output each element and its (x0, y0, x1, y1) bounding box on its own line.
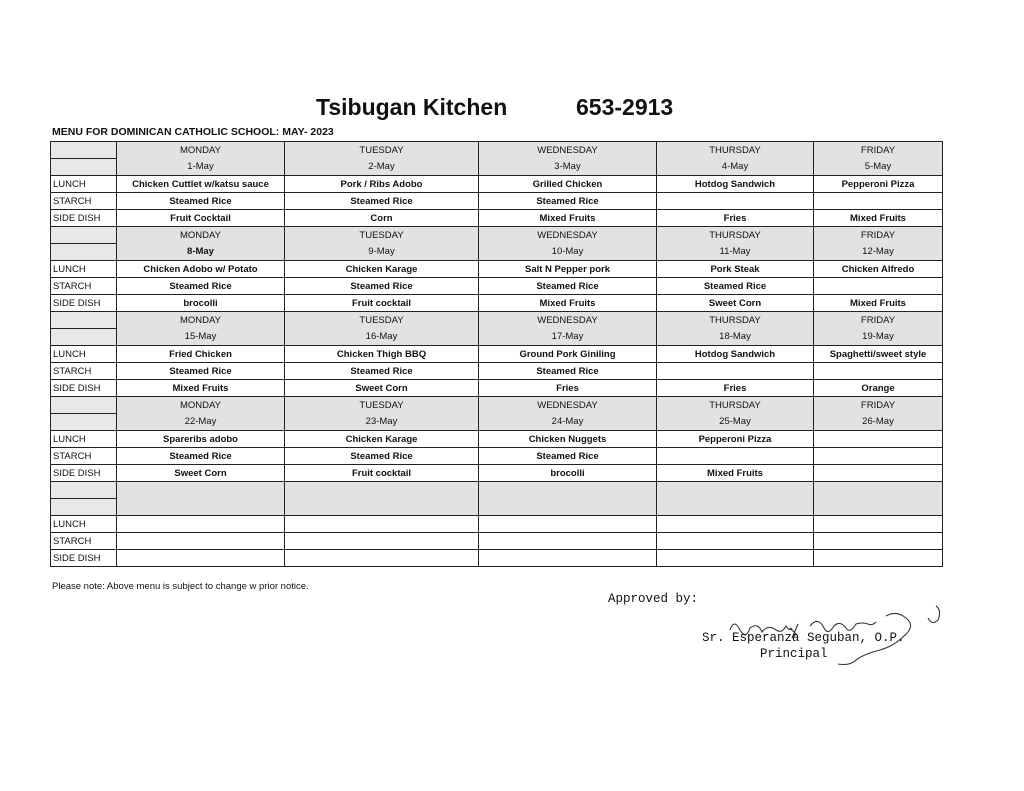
starch-cell (657, 193, 814, 210)
date-cell: 19-May (814, 329, 943, 346)
starch-cell: Steamed Rice (285, 363, 479, 380)
row-label-blank (51, 312, 117, 329)
row-label-starch: STARCH (51, 533, 117, 550)
date-cell: 25-May (657, 414, 814, 431)
meal-row-side (51, 465, 943, 482)
date-cell: 24-May (479, 414, 657, 431)
day-name-cell: WEDNESDAY (479, 312, 657, 329)
starch-cell: Steamed Rice (117, 278, 285, 295)
lunch-cell: Chicken Nuggets (479, 431, 657, 448)
lunch-cell: Pork / Ribs Adobo (285, 176, 479, 193)
day-name-cell: WEDNESDAY (479, 227, 657, 244)
row-label-side: SIDE DISH (51, 465, 117, 482)
meal-row-side (51, 550, 943, 567)
row-label-blank (51, 414, 117, 431)
approved-by-label: Approved by: (608, 592, 699, 606)
lunch-cell: Chicken Karage (285, 431, 479, 448)
row-label-starch: STARCH (51, 448, 117, 465)
row-label-blank (51, 397, 117, 414)
side-cell (814, 550, 943, 567)
day-name-cell: FRIDAY (814, 142, 943, 159)
date-cell: 16-May (285, 329, 479, 346)
row-label-side: SIDE DISH (51, 550, 117, 567)
date-cell: 8-May (117, 244, 285, 261)
side-cell: brocolli (479, 465, 657, 482)
date-cell (479, 499, 657, 516)
week-date-row (51, 499, 943, 516)
date-cell: 4-May (657, 159, 814, 176)
row-label-lunch: LUNCH (51, 431, 117, 448)
meal-row-starch (51, 363, 943, 380)
signer-position: Principal (760, 647, 828, 661)
meal-row-side (51, 380, 943, 397)
lunch-cell: Pepperoni Pizza (657, 431, 814, 448)
side-cell: Mixed Fruits (117, 380, 285, 397)
starch-cell: Steamed Rice (657, 278, 814, 295)
lunch-cell: Chicken Adobo w/ Potato (117, 261, 285, 278)
lunch-cell: Fried Chicken (117, 346, 285, 363)
side-cell (814, 465, 943, 482)
starch-cell (657, 363, 814, 380)
week-day-row (51, 227, 943, 244)
side-cell: Corn (285, 210, 479, 227)
meal-row-lunch (51, 346, 943, 363)
lunch-cell (814, 516, 943, 533)
meal-row-starch (51, 448, 943, 465)
side-cell: Mixed Fruits (814, 210, 943, 227)
row-label-blank (51, 329, 117, 346)
starch-cell: Steamed Rice (285, 278, 479, 295)
side-cell: Fries (657, 380, 814, 397)
starch-cell (814, 533, 943, 550)
menu-table (50, 141, 943, 567)
side-cell: Fries (657, 210, 814, 227)
date-cell: 17-May (479, 329, 657, 346)
week-day-row (51, 397, 943, 414)
day-name-cell (814, 482, 943, 499)
week-date-row (51, 414, 943, 431)
date-cell: 3-May (479, 159, 657, 176)
date-cell: 26-May (814, 414, 943, 431)
meal-row-lunch (51, 176, 943, 193)
day-name-cell: THURSDAY (657, 312, 814, 329)
side-cell: Orange (814, 380, 943, 397)
starch-cell: Steamed Rice (117, 363, 285, 380)
meal-row-lunch (51, 431, 943, 448)
week-day-row (51, 312, 943, 329)
day-name-cell (285, 482, 479, 499)
row-label-starch: STARCH (51, 278, 117, 295)
date-cell: 5-May (814, 159, 943, 176)
day-name-cell: THURSDAY (657, 397, 814, 414)
starch-cell: Steamed Rice (479, 278, 657, 295)
row-label-lunch: LUNCH (51, 516, 117, 533)
side-cell: Sweet Corn (117, 465, 285, 482)
starch-cell: Steamed Rice (479, 448, 657, 465)
day-name-cell: FRIDAY (814, 312, 943, 329)
date-cell: 15-May (117, 329, 285, 346)
starch-cell: Steamed Rice (479, 193, 657, 210)
row-label-side: SIDE DISH (51, 210, 117, 227)
lunch-cell: Spareribs adobo (117, 431, 285, 448)
date-cell: 10-May (479, 244, 657, 261)
row-label-lunch: LUNCH (51, 346, 117, 363)
lunch-cell: Grilled Chicken (479, 176, 657, 193)
lunch-cell: Hotdog Sandwich (657, 346, 814, 363)
row-label-blank (51, 227, 117, 244)
lunch-cell: Pork Steak (657, 261, 814, 278)
date-cell (814, 499, 943, 516)
day-name-cell: THURSDAY (657, 227, 814, 244)
lunch-cell: Chicken Thigh BBQ (285, 346, 479, 363)
date-cell: 22-May (117, 414, 285, 431)
side-cell: Fruit Cocktail (117, 210, 285, 227)
day-name-cell: TUESDAY (285, 142, 479, 159)
signer-name: Sr. Esperanza Seguban, O.P. (702, 631, 905, 645)
side-cell (479, 550, 657, 567)
menu-subtitle: MENU FOR DOMINICAN CATHOLIC SCHOOL: MAY- 2023 (52, 126, 334, 138)
lunch-cell: Chicken Cuttlet w/katsu sauce (117, 176, 285, 193)
starch-cell (814, 278, 943, 295)
meal-row-starch (51, 193, 943, 210)
lunch-cell: Salt N Pepper pork (479, 261, 657, 278)
starch-cell: Steamed Rice (285, 193, 479, 210)
row-label-starch: STARCH (51, 363, 117, 380)
side-cell: Fruit cocktail (285, 465, 479, 482)
lunch-cell (479, 516, 657, 533)
row-label-blank (51, 159, 117, 176)
starch-cell: Steamed Rice (479, 363, 657, 380)
date-cell: 23-May (285, 414, 479, 431)
meal-row-starch (51, 533, 943, 550)
side-cell: brocolli (117, 295, 285, 312)
date-cell (285, 499, 479, 516)
row-label-starch: STARCH (51, 193, 117, 210)
starch-cell (814, 193, 943, 210)
lunch-cell (814, 431, 943, 448)
day-name-cell: MONDAY (117, 397, 285, 414)
row-label-side: SIDE DISH (51, 295, 117, 312)
change-notice: Please note: Above menu is subject to change w prior notice. (52, 581, 309, 592)
meal-row-lunch (51, 261, 943, 278)
lunch-cell: Spaghetti/sweet style (814, 346, 943, 363)
starch-cell (814, 363, 943, 380)
side-cell: Sweet Corn (657, 295, 814, 312)
side-cell: Mixed Fruits (814, 295, 943, 312)
day-name-cell: MONDAY (117, 142, 285, 159)
day-name-cell: THURSDAY (657, 142, 814, 159)
lunch-cell: Chicken Karage (285, 261, 479, 278)
starch-cell (657, 533, 814, 550)
date-cell: 2-May (285, 159, 479, 176)
lunch-cell (657, 516, 814, 533)
side-cell: Mixed Fruits (479, 295, 657, 312)
week-date-row (51, 329, 943, 346)
starch-cell: Steamed Rice (117, 193, 285, 210)
meal-row-starch (51, 278, 943, 295)
lunch-cell: Pepperoni Pizza (814, 176, 943, 193)
date-cell: 11-May (657, 244, 814, 261)
date-cell: 1-May (117, 159, 285, 176)
day-name-cell (657, 482, 814, 499)
day-name-cell: TUESDAY (285, 312, 479, 329)
date-cell (117, 499, 285, 516)
lunch-cell: Chicken Alfredo (814, 261, 943, 278)
side-cell: Sweet Corn (285, 380, 479, 397)
starch-cell (657, 448, 814, 465)
meal-row-lunch (51, 516, 943, 533)
date-cell: 12-May (814, 244, 943, 261)
day-name-cell (117, 482, 285, 499)
meal-row-side (51, 295, 943, 312)
side-cell: Fruit cocktail (285, 295, 479, 312)
side-cell (117, 550, 285, 567)
lunch-cell (285, 516, 479, 533)
day-name-cell: WEDNESDAY (479, 397, 657, 414)
starch-cell (814, 448, 943, 465)
date-cell: 18-May (657, 329, 814, 346)
row-label-side: SIDE DISH (51, 380, 117, 397)
day-name-cell: WEDNESDAY (479, 142, 657, 159)
day-name-cell: TUESDAY (285, 227, 479, 244)
week-date-row (51, 159, 943, 176)
day-name-cell: TUESDAY (285, 397, 479, 414)
date-cell (657, 499, 814, 516)
week-date-row (51, 244, 943, 261)
starch-cell: Steamed Rice (285, 448, 479, 465)
starch-cell (117, 533, 285, 550)
side-cell (657, 550, 814, 567)
row-label-blank (51, 142, 117, 159)
day-name-cell: MONDAY (117, 312, 285, 329)
starch-cell (285, 533, 479, 550)
row-label-lunch: LUNCH (51, 176, 117, 193)
row-label-blank (51, 244, 117, 261)
row-label-blank (51, 482, 117, 499)
row-label-blank (51, 499, 117, 516)
meal-row-side (51, 210, 943, 227)
day-name-cell: FRIDAY (814, 227, 943, 244)
day-name-cell (479, 482, 657, 499)
side-cell: Fries (479, 380, 657, 397)
starch-cell (479, 533, 657, 550)
lunch-cell: Ground Pork Giniling (479, 346, 657, 363)
side-cell: Mixed Fruits (657, 465, 814, 482)
day-name-cell: MONDAY (117, 227, 285, 244)
day-name-cell: FRIDAY (814, 397, 943, 414)
starch-cell: Steamed Rice (117, 448, 285, 465)
week-day-row (51, 142, 943, 159)
side-cell (285, 550, 479, 567)
row-label-lunch: LUNCH (51, 261, 117, 278)
date-cell: 9-May (285, 244, 479, 261)
lunch-cell: Hotdog Sandwich (657, 176, 814, 193)
kitchen-name: Tsibugan Kitchen (316, 94, 508, 120)
lunch-cell (117, 516, 285, 533)
kitchen-phone: 653-2913 (576, 94, 674, 120)
kitchen-title (316, 94, 674, 121)
side-cell: Mixed Fruits (479, 210, 657, 227)
week-day-row (51, 482, 943, 499)
